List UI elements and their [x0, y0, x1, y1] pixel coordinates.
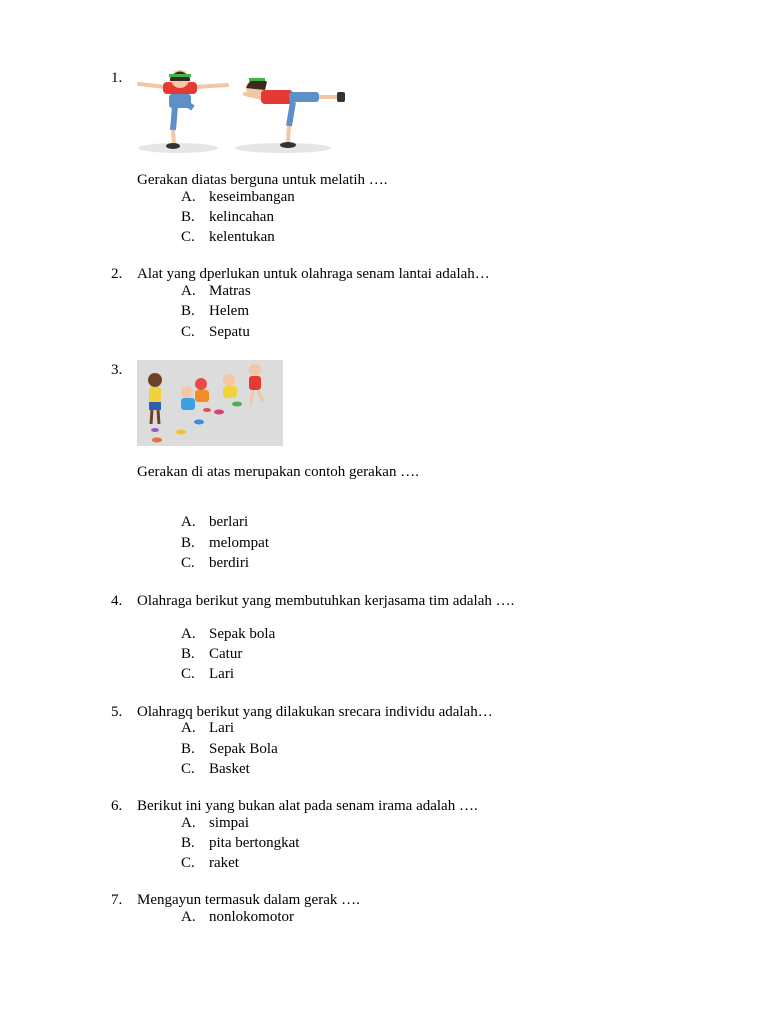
option-text: Lari [209, 720, 234, 736]
option-text: pita bertongkat [209, 835, 300, 851]
question-number: 7. [111, 892, 123, 908]
question-text: Olahragq berikut yang dilakukan srecara individu adalah… [137, 704, 493, 720]
question-number: 5. [111, 704, 123, 720]
option-letter: C. [181, 666, 195, 682]
option-letter: B. [181, 303, 195, 319]
option-letter: A. [181, 815, 196, 831]
option-letter: C. [181, 855, 195, 871]
question-text: Mengayun termasuk dalam gerak …. [137, 892, 360, 908]
question-number: 6. [111, 798, 123, 814]
option-letter: B. [181, 835, 195, 851]
option-text: Lari [209, 666, 234, 682]
option-text: berlari [209, 514, 249, 530]
option-text: Basket [209, 761, 250, 777]
question-number: 1. [111, 70, 123, 86]
option-letter: A. [181, 283, 196, 299]
option-letter: A. [181, 720, 196, 736]
option-letter: B. [181, 209, 195, 225]
option-letter: B. [181, 535, 195, 551]
question-text: Gerakan di atas merupakan contoh gerakan …. [137, 464, 419, 480]
option-letter: C. [181, 229, 195, 245]
question-text: Olahraga berikut yang membutuhkan kerjasama tim adalah …. [137, 593, 515, 609]
option-letter: A. [181, 189, 196, 205]
option-text: keseimbangan [209, 189, 295, 205]
question-text: Alat yang dperlukan untuk olahraga senam lantai adalah… [137, 266, 490, 282]
question-text: Berikut ini yang bukan alat pada senam irama adalah …. [137, 798, 478, 814]
option-letter: B. [181, 741, 195, 757]
option-text: simpai [209, 815, 249, 831]
option-text: melompat [209, 535, 269, 551]
balance-exercise-illustration [133, 68, 355, 154]
option-text: kelincahan [209, 209, 274, 225]
option-text: Helem [209, 303, 249, 319]
children-playing-illustration [137, 360, 283, 446]
option-text: raket [209, 855, 239, 871]
option-text: Sepak Bola [209, 741, 278, 757]
option-letter: B. [181, 646, 195, 662]
option-text: Sepatu [209, 324, 250, 340]
option-letter: A. [181, 514, 196, 530]
option-letter: A. [181, 626, 196, 642]
option-letter: A. [181, 909, 196, 925]
question-number: 2. [111, 266, 123, 282]
option-text: nonlokomotor [209, 909, 294, 925]
question-text: Gerakan diatas berguna untuk melatih …. [137, 172, 388, 188]
option-text: Sepak bola [209, 626, 276, 642]
option-text: Catur [209, 646, 243, 662]
option-letter: C. [181, 555, 195, 571]
question-number: 4. [111, 593, 123, 609]
option-letter: C. [181, 761, 195, 777]
option-text: kelentukan [209, 229, 275, 245]
option-text: Matras [209, 283, 251, 299]
option-text: berdiri [209, 555, 249, 571]
question-number: 3. [111, 362, 123, 378]
option-letter: C. [181, 324, 195, 340]
